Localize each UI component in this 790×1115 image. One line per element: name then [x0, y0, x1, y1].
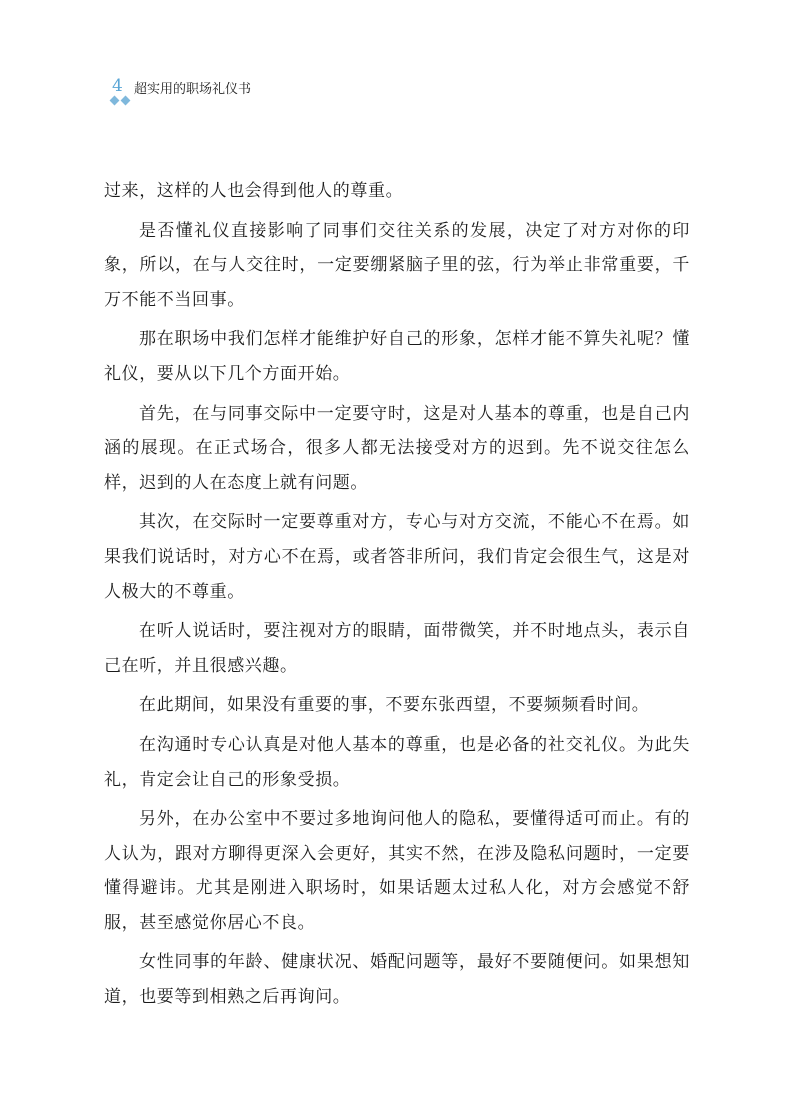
page-number: 4	[112, 76, 123, 96]
paragraph: 是否懂礼仪直接影响了同事们交往关系的发展，决定了对方对你的印象，所以，在与人交往时，一定要绷紧脑子里的弦，行为举止非常重要，千万不能不当回事。	[104, 220, 690, 310]
paragraph: 另外，在办公室中不要过多地询问他人的隐私，要懂得适可而止。有的人认为，跟对方聊得更深入会更好，其实不然，在涉及隐私问题时，一定要懂得避讳。尤其是刚进入职场时，如果话题太过私人化，对方会感觉不舒服，甚至感觉你居心不良。	[104, 809, 690, 933]
paragraph: 在沟通时专心认真是对他人基本的尊重，也是必备的社交礼仪。为此失礼，肯定会让自己的形象受损。	[104, 734, 690, 790]
paragraph: 那在职场中我们怎样才能维护好自己的形象，怎样才能不算失礼呢？懂礼仪，要从以下几个方面开始。	[104, 329, 690, 384]
paragraph: 过来，这样的人也会得到他人的尊重。	[104, 181, 404, 201]
paragraph: 首先，在与同事交际中一定要守时，这是对人基本的尊重，也是自己内涵的展现。在正式场合，很多人都无法接受对方的迟到。先不说交往怎么样，迟到的人在态度上就有问题。	[104, 403, 690, 493]
paragraph: 在听人说话时，要注视对方的眼睛，面带微笑，并不时地点头，表示自己在听，并且很感兴趣。	[104, 621, 690, 676]
paragraph: 在此期间，如果没有重要的事，不要东张西望，不要频频看时间。	[139, 695, 650, 716]
paragraph: 女性同事的年龄、健康状况、婚配问题等，最好不要随便问。如果想知道，也要等到相熟之后再询问。	[104, 952, 690, 1008]
paragraph: 其次，在交际时一定要尊重对方，专心与对方交流，不能心不在焉。如果我们说话时，对方心不在焉，或者答非所问，我们肯定会很生气，这是对人极大的不尊重。	[104, 512, 690, 602]
running-title: 超实用的职场礼仪书	[134, 82, 252, 97]
diamond-ornament-icon	[109, 95, 139, 107]
body-text	[104, 174, 690, 1020]
